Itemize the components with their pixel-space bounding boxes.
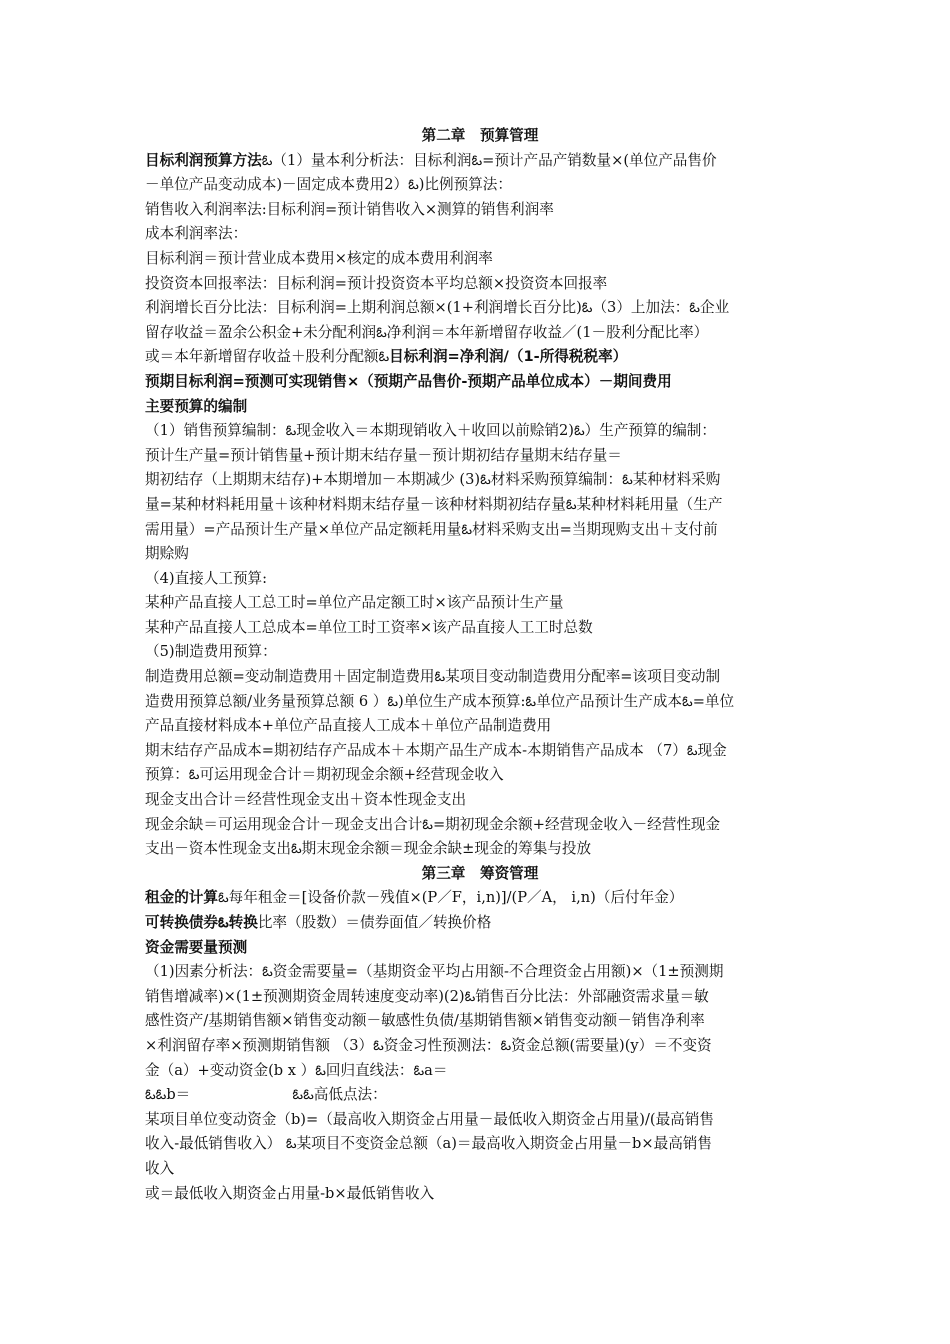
chapter-2-line	[145, 419, 815, 444]
chapter-2-body	[145, 149, 815, 862]
chapter-3-line	[145, 1059, 815, 1084]
chapter-2-line	[145, 296, 815, 321]
line-text: 销售收入利润率法:目标利润=预计销售收入×测算的销售利润率	[145, 200, 554, 218]
bold-heading: 预期目标利润=预测可实现销售×（预期产品售价-预期产品单位成本）－期间费用	[145, 372, 672, 390]
line-text: ఓ（1）量本利分析法：目标利润ఓ=预计产品产销数量×(单位产品售价	[261, 151, 717, 169]
chapter-3-line	[145, 886, 815, 911]
line-text: 造费用预算总额/业务量预算总额 6 ）ఓ)单位生产成本预算:ఓ单位产品预计生产成本ఓ=单位	[145, 692, 735, 710]
document-page	[145, 124, 815, 1206]
line-text: 某种产品直接人工总成本=单位工时工资率×该产品直接人工工时总数	[145, 618, 593, 636]
chapter-3-line	[145, 1182, 815, 1207]
chapter-2-line	[145, 567, 815, 592]
chapter-2-line	[145, 542, 815, 567]
chapter-3-line	[145, 985, 815, 1010]
line-text: 投资资本回报率法：目标利润=预计投资资本平均总额×投资资本回报率	[145, 274, 608, 292]
line-text: 某种产品直接人工总工时=单位产品定额工时×该产品预计生产量	[145, 594, 564, 612]
chapter-2-line	[145, 763, 815, 788]
line-text: －单位产品变动成本)－固定成本费用2）ఓ)比例预算法：	[145, 176, 512, 194]
line-text: 利润增长百分比法：目标利润=上期利润总额×(1+利润增长百分比)ఓ（3）上加法：ఓ企业	[145, 299, 730, 317]
chapter-2-line	[145, 395, 815, 420]
chapter-2-line	[145, 714, 815, 739]
chapter-2-line	[145, 247, 815, 272]
chapter-2-line	[145, 272, 815, 297]
line-text: ×利润留存率×预测期销售额 （3）ఓ资金习性预测法：ఓ资金总额(需要量)(y）＝不变资	[145, 1036, 712, 1054]
bold-heading: 租金的计算	[145, 889, 218, 907]
line-text: 销售增减率)×(1±预测期资金周转速度变动率)(2)ఓ销售百分比法：外部融资需求量＝敏	[145, 987, 709, 1005]
chapter-3-line	[145, 936, 815, 961]
line-text: 期末结存产品成本=期初结存产品成本＋本期产品生产成本-本期销售产品成本 （7）ఓ现金	[145, 741, 727, 759]
chapter-2-line	[145, 198, 815, 223]
chapter-2-line	[145, 149, 815, 174]
line-text: 制造费用总额=变动制造费用＋固定制造费用ఓ某项目变动制造费用分配率=该项目变动制	[145, 668, 721, 686]
chapter-2-title: 第二章 预算管理	[421, 127, 539, 144]
chapter-2-line	[145, 518, 815, 543]
line-text: 或＝本年新增留存收益＋股利分配额ఓ	[145, 348, 390, 366]
line-text: （5)制造费用预算：	[145, 643, 277, 661]
chapter-2-line	[145, 837, 815, 862]
chapter-2-line	[145, 591, 815, 616]
line-text: 某项目单位变动资金（b)=（最高收入期资金占用量－最低收入期资金占用量)/(最高销售	[145, 1110, 714, 1128]
chapter-2-line	[145, 222, 815, 247]
chapter-2-line	[145, 345, 815, 370]
line-text: 目标利润＝预计营业成本费用×核定的成本费用利润率	[145, 249, 493, 267]
line-text: 预算：ఓ可运用现金合计＝期初现金余额+经营现金收入	[145, 766, 504, 784]
chapter-2-line	[145, 493, 815, 518]
line-text: 成本利润率法：	[145, 225, 248, 243]
line-text: （1)因素分析法：ఓ资金需要量=（基期资金平均占用额-不合理资金占用额)×（1±预测期	[145, 963, 724, 981]
chapter-2-line	[145, 468, 815, 493]
bold-heading: 主要预算的编制	[145, 397, 248, 415]
line-text: 感性资产/基期销售额×销售变动额－敏感性负债/基期销售额×销售变动额－销售净利率	[145, 1012, 705, 1030]
line-text: 或＝最低收入期资金占用量-b×最低销售收入	[145, 1184, 435, 1202]
chapter-2-line	[145, 616, 815, 641]
line-text: 期初结存（上期期末结存)+本期增加－本期减少 (3)ఓ材料采购预算编制：ఓ某种材料采购	[145, 471, 721, 489]
line-text: 金（a）+变动资金(b x ）ఓ回归直线法：ఓa＝	[145, 1061, 448, 1079]
line-text: 比率（股数）＝债券面值／转换价格	[257, 914, 492, 931]
line-text: ఓఓb＝ ఓఓ高低点法：	[145, 1086, 387, 1104]
chapter-3-line	[145, 1034, 815, 1059]
line-text: 留存收益＝盈余公积金+未分配利润ఓ净利润＝本年新增留存收益／(1－股利分配比率）	[145, 323, 709, 341]
chapter-2-line	[145, 813, 815, 838]
chapter-2-line	[145, 370, 815, 395]
bold-formula: 目标利润=净利润/（1-所得税税率）	[389, 348, 628, 366]
line-text: 产品直接材料成本+单位产品直接人工成本＋单位产品制造费用	[145, 717, 552, 735]
chapter-2-line	[145, 739, 815, 764]
line-text: 支出－资本性现金支出ఓ期末现金余额＝现金余缺±现金的筹集与投放	[145, 840, 592, 858]
line-text: 现金支出合计＝经营性现金支出＋资本性现金支出	[145, 791, 467, 809]
chapter-2-line	[145, 321, 815, 346]
bold-heading: 可转换债券ఓ转换	[145, 914, 258, 931]
chapter-3-line	[145, 911, 815, 936]
line-text: ఓ每年租金＝[设备价款－残值×(P／F，i,n)]/(P／A， i,n)（后付年金）	[217, 889, 684, 907]
chapter-3-line	[145, 1132, 815, 1157]
chapter-3-line	[145, 1083, 815, 1108]
chapter-3-line	[145, 1157, 815, 1182]
line-text: 预计生产量=预计销售量+预计期末结存量－预计期初结存量期末结存量＝	[145, 446, 622, 464]
chapter-3-body	[145, 886, 815, 1206]
chapter-2-line	[145, 665, 815, 690]
bold-heading: 目标利润预算方法	[145, 151, 262, 169]
line-text: 现金余缺＝可运用现金合计－现金支出合计ఓ=期初现金余额+经营现金收入－经营性现金	[145, 815, 721, 833]
line-text: （1）销售预算编制：ఓ现金收入＝本期现销收入＋收回以前赊销2)ఓ）生产预算的编制：	[145, 422, 716, 440]
line-text: 收入-最低销售收入） ఓ某项目不变资金总额（a)＝最高收入期资金占用量－b×最高销售	[145, 1135, 712, 1153]
bold-heading: 资金需要量预测	[145, 938, 248, 956]
chapter-2-line	[145, 690, 815, 715]
line-text: 期赊购	[145, 545, 189, 563]
chapter-2-line	[145, 173, 815, 198]
line-text: 收入	[145, 1159, 175, 1177]
line-text: 量=某种材料耗用量＋该种材料期末结存量－该种材料期初结存量ఓ某种材料耗用量（生产	[145, 495, 723, 513]
line-text: （4)直接人工预算:	[145, 569, 268, 587]
chapter-2-line	[145, 444, 815, 469]
chapter-3-line	[145, 1108, 815, 1133]
chapter-2-line	[145, 640, 815, 665]
line-text: 需用量）=产品预计生产量×单位产品定额耗用量ఓ材料采购支出=当期现购支出＋支付前	[145, 520, 718, 538]
chapter-3-title: 第三章 筹资管理	[421, 864, 539, 882]
chapter-3-line	[145, 960, 815, 985]
chapter-2-line	[145, 788, 815, 813]
chapter-3-line	[145, 1009, 815, 1034]
